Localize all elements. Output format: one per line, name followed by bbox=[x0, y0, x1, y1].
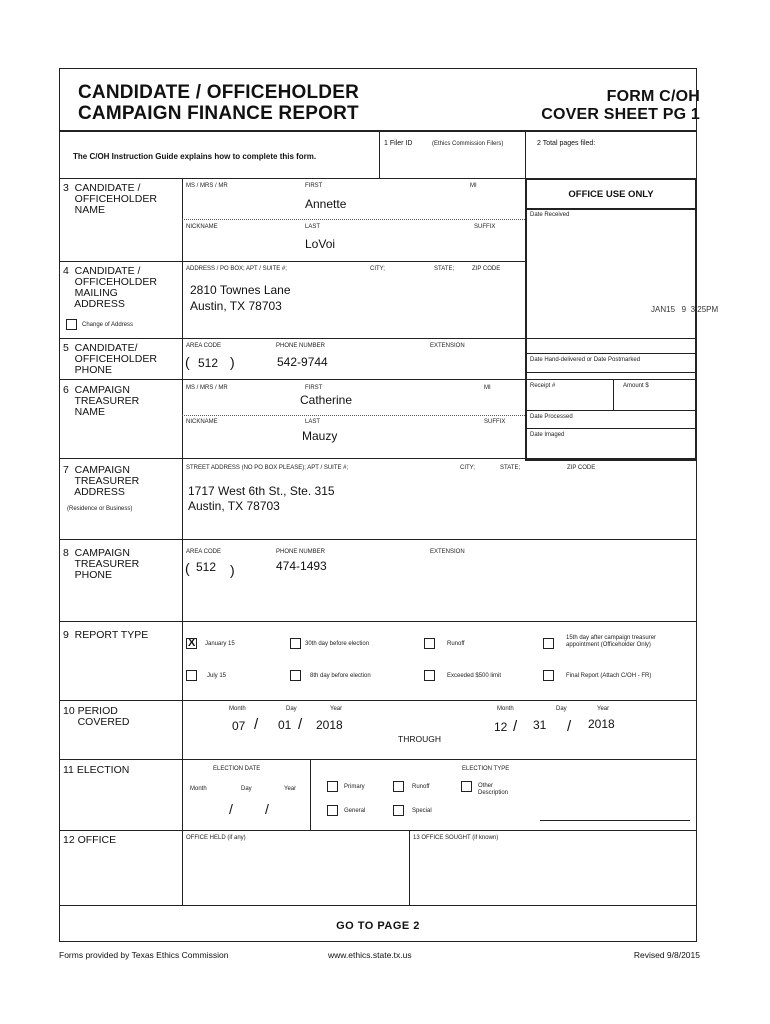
s11-day-label: Day bbox=[241, 786, 252, 792]
report-30day-label: 30th day before election bbox=[305, 641, 370, 647]
s11-month-label: Month bbox=[190, 786, 207, 792]
s3-last-name: LoVoi bbox=[305, 237, 336, 251]
footer-provided-by: Forms provided by Texas Ethics Commission bbox=[59, 950, 229, 960]
s10-from-month-label: Month bbox=[229, 706, 246, 712]
election-runoff-label: Runoff bbox=[412, 784, 430, 790]
s4-city-label: CITY; bbox=[370, 266, 385, 272]
s5-phone-label: PHONE NUMBER bbox=[276, 343, 326, 349]
s10-from-year-label: Year bbox=[330, 706, 343, 712]
report-exceeded-checkbox[interactable] bbox=[424, 670, 435, 681]
filer-id-note: (Ethics Commission Filers) bbox=[432, 141, 504, 147]
s6-nickname-label: NICKNAME bbox=[186, 419, 218, 425]
s6-last-label: LAST bbox=[305, 419, 321, 425]
amount-label: Amount $ bbox=[623, 383, 649, 389]
s3-suffix-label: SUFFIX bbox=[474, 224, 496, 230]
report-8day-checkbox[interactable] bbox=[290, 670, 301, 681]
date-received-label: Date Received bbox=[530, 212, 570, 218]
go-to-page-2: GO TO PAGE 2 bbox=[336, 920, 420, 932]
s7-state-label: STATE; bbox=[500, 465, 521, 471]
total-pages-label: 2 Total pages filed: bbox=[537, 140, 596, 147]
s8-label: 8 CAMPAIGN TREASURER PHONE bbox=[63, 547, 140, 581]
s6-ms-label: MS / MRS / MR bbox=[186, 385, 228, 391]
s10-to-year: 2018 bbox=[588, 717, 615, 731]
s10-slash3: / bbox=[513, 718, 518, 735]
s11-type-label: ELECTION TYPE bbox=[462, 766, 510, 772]
s4-address-line2: Austin, TX 78703 bbox=[190, 299, 282, 313]
office-sought-label: 13 OFFICE SOUGHT (if known) bbox=[413, 835, 499, 841]
election-other-label: Other Description bbox=[478, 783, 509, 796]
report-final-label: Final Report (Attach C/OH - FR) bbox=[566, 673, 652, 679]
s8-area-label: AREA CODE bbox=[186, 549, 222, 555]
report-jan15-checkmark: X bbox=[188, 637, 196, 649]
s8-area-open: ( bbox=[185, 560, 190, 576]
s6-last-name: Mauzy bbox=[302, 429, 338, 443]
report-jan15-label: January 15 bbox=[205, 641, 235, 647]
s10-through: THROUGH bbox=[398, 734, 441, 744]
s8-area-code: 512 bbox=[196, 560, 217, 574]
s4-address-line1: 2810 Townes Lane bbox=[190, 283, 291, 297]
s10-from-month: 07 bbox=[232, 719, 246, 733]
s7-label: 7 CAMPAIGN TREASURER ADDRESS bbox=[63, 464, 140, 498]
s10-slash4: / bbox=[567, 718, 572, 735]
hand-delivered-label: Date Hand-delivered or Date Postmarked bbox=[530, 357, 641, 363]
election-primary-label: Primary bbox=[344, 784, 365, 790]
s8-phone-number: 474-1493 bbox=[276, 559, 327, 573]
imaged-label: Date Imaged bbox=[530, 432, 565, 438]
s11-slash2: / bbox=[265, 801, 269, 817]
s7-address-label: STREET ADDRESS (NO PO BOX PLEASE); APT / SUITE #; bbox=[186, 465, 349, 471]
received-stamp: JAN15 9 3:25PM bbox=[651, 305, 719, 314]
s5-label: 5 CANDIDATE/ OFFICEHOLDER PHONE bbox=[63, 342, 157, 376]
s3-nickname-label: NICKNAME bbox=[186, 224, 218, 230]
s6-mi-label: MI bbox=[484, 385, 491, 391]
s10-slash2: / bbox=[298, 716, 303, 733]
receipt-label: Receipt # bbox=[530, 383, 556, 389]
report-15day-label: 15th day after campaign treasurer appointment (Officeholder Only) bbox=[566, 635, 657, 648]
report-jul15-label: July 15 bbox=[207, 673, 227, 679]
s10-to-month-label: Month bbox=[497, 706, 514, 712]
s11-date-label: ELECTION DATE bbox=[213, 766, 261, 772]
footer-url: www.ethics.state.tx.us bbox=[328, 950, 412, 960]
form-title-line2: CAMPAIGN FINANCE REPORT bbox=[78, 103, 359, 124]
s5-ext-label: EXTENSION bbox=[430, 343, 465, 349]
s5-area-code: 512 bbox=[198, 356, 219, 370]
election-general-checkbox[interactable] bbox=[327, 805, 338, 816]
s4-zip-label: ZIP CODE bbox=[472, 266, 501, 272]
s10-from-day: 01 bbox=[278, 718, 292, 732]
s5-area-open: ( bbox=[185, 354, 190, 370]
s4-state-label: STATE; bbox=[434, 266, 455, 272]
office-held-label: OFFICE HELD (if any) bbox=[186, 835, 246, 841]
s7-sub-label: (Residence or Business) bbox=[67, 506, 133, 512]
report-jul15-checkbox[interactable] bbox=[186, 670, 197, 681]
s8-ext-label: EXTENSION bbox=[430, 549, 465, 555]
s3-last-label: LAST bbox=[305, 224, 321, 230]
s10-slash1: / bbox=[254, 716, 259, 733]
s3-mi-label: MI bbox=[470, 183, 477, 189]
s9-label: 9 REPORT TYPE bbox=[63, 629, 149, 641]
report-30day-checkbox[interactable] bbox=[290, 638, 301, 649]
election-special-label: Special bbox=[412, 808, 432, 814]
report-runoff-label: Runoff bbox=[447, 641, 465, 647]
s7-address-line2: Austin, TX 78703 bbox=[188, 499, 280, 513]
s6-suffix-label: SUFFIX bbox=[484, 419, 506, 425]
election-other-checkbox[interactable] bbox=[461, 781, 472, 792]
report-final-checkbox[interactable] bbox=[543, 670, 554, 681]
report-8day-label: 8th day before election bbox=[310, 673, 371, 679]
s10-to-month: 12 bbox=[494, 720, 508, 734]
s7-address-line1: 1717 West 6th St., Ste. 315 bbox=[188, 484, 335, 498]
election-general-label: General bbox=[344, 808, 366, 814]
footer-revised: Revised 9/8/2015 bbox=[633, 950, 700, 960]
filer-id-label: 1 Filer ID bbox=[384, 140, 413, 147]
s10-label: 10 PERIOD COVERED bbox=[63, 705, 130, 728]
change-of-address-label: Change of Address bbox=[82, 322, 134, 328]
s8-area-close: ) bbox=[230, 562, 235, 578]
s5-area-close: ) bbox=[230, 354, 235, 370]
election-special-checkbox[interactable] bbox=[393, 805, 404, 816]
s11-year-label: Year bbox=[284, 786, 297, 792]
report-runoff-checkbox[interactable] bbox=[424, 638, 435, 649]
election-primary-checkbox[interactable] bbox=[327, 781, 338, 792]
s11-label: 11 ELECTION bbox=[63, 764, 130, 776]
s3-first-name: Annette bbox=[305, 197, 347, 211]
s5-area-label: AREA CODE bbox=[186, 343, 222, 349]
s3-label: 3 CANDIDATE / OFFICEHOLDER NAME bbox=[63, 182, 157, 216]
s6-label: 6 CAMPAIGN TREASURER NAME bbox=[63, 384, 140, 418]
change-of-address-checkbox[interactable] bbox=[66, 319, 77, 330]
s12-label: 12 OFFICE bbox=[63, 834, 117, 846]
election-runoff-checkbox[interactable] bbox=[393, 781, 404, 792]
report-exceeded-label: Exceeded $500 limit bbox=[447, 673, 502, 679]
instructions-text: The C/OH Instruction Guide explains how to complete this form. bbox=[73, 152, 317, 161]
office-use-title: OFFICE USE ONLY bbox=[568, 189, 654, 200]
s4-label: 4 CANDIDATE / OFFICEHOLDER MAILING ADDRESS bbox=[63, 265, 157, 310]
s10-to-day: 31 bbox=[533, 718, 547, 732]
s7-city-label: CITY; bbox=[460, 465, 475, 471]
s6-first-label: FIRST bbox=[305, 385, 323, 391]
form-id: FORM C/OH bbox=[606, 88, 700, 105]
s8-phone-label: PHONE NUMBER bbox=[276, 549, 326, 555]
s6-first-name: Catherine bbox=[300, 393, 353, 407]
form-title-line1: CANDIDATE / OFFICEHOLDER bbox=[78, 82, 359, 103]
s4-address-label: ADDRESS / PO BOX; APT / SUITE #; bbox=[186, 266, 287, 272]
s10-to-day-label: Day bbox=[556, 706, 567, 712]
report-15day-checkbox[interactable] bbox=[543, 638, 554, 649]
s10-from-day-label: Day bbox=[286, 706, 297, 712]
s10-to-year-label: Year bbox=[597, 706, 610, 712]
s10-from-year: 2018 bbox=[316, 718, 343, 732]
processed-label: Date Processed bbox=[530, 414, 573, 420]
s3-first-label: FIRST bbox=[305, 183, 323, 189]
form-subtitle: COVER SHEET PG 1 bbox=[541, 106, 700, 123]
s11-slash1: / bbox=[229, 801, 233, 817]
s3-ms-label: MS / MRS / MR bbox=[186, 183, 228, 189]
s7-zip-label: ZIP CODE bbox=[567, 465, 596, 471]
s5-phone-number: 542-9744 bbox=[277, 355, 328, 369]
